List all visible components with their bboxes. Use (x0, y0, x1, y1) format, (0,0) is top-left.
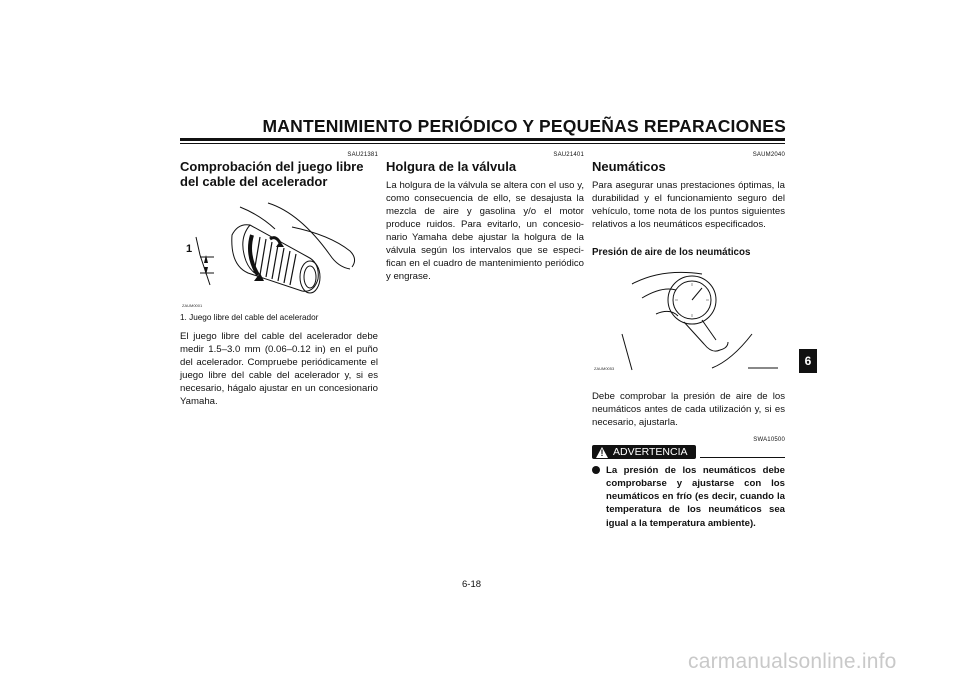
throttle-grip-illustration (180, 195, 378, 311)
warning-label: ADVERTENCIA (613, 446, 688, 459)
header-rule-thin (180, 143, 785, 144)
page-number: 6-18 (462, 579, 482, 590)
warning-bullet (592, 464, 785, 529)
section-heading: Comprobación del juego libre del cable del acelerador (180, 159, 364, 189)
figure-callout-1: 1 (186, 243, 193, 255)
column-tires (592, 152, 785, 530)
watermark-text: carmanualsonline.info (688, 650, 897, 673)
warning-badge (592, 445, 696, 459)
chapter-tab: 6 (799, 349, 817, 373)
warning-triangle-icon: ! (596, 447, 608, 458)
section-code: SAUM2040 (752, 152, 785, 158)
section-body: Para asegurar unas prestaciones óptimas, la durabilidad y el funcionamiento seguro del vehículo, tome nota de los puntos siguientes relativos a los neumáticos especificados. (592, 179, 785, 230)
column-valve (386, 152, 584, 283)
warning-code: SWA10500 (753, 437, 785, 444)
header-rule-thick (180, 138, 785, 141)
section-code: SAU21401 (553, 152, 584, 158)
bullet-icon (592, 466, 600, 474)
section-body: El juego libre del cable del acelerador debe medir 1.5–3.0 mm (0.06–0.12 in) en el puño del acelerador. Compruebe periódicamente el juego libre del cable del acelerador y, si es necesario, hágalo ajustar en un concesionario Yamaha. (180, 331, 378, 408)
tire-gauge-illustration (592, 264, 785, 380)
section-body: La holgura de la válvula se altera con el uso y, como consecuencia de ello, se desajusta la mezcla de aire y gasolina y/o el motor produce ruidos. Para evitarlo, un concesionario Yamaha debe ajustar la holgura de la válvula según los intervalos que se especifican en el cuadro de mantenimiento periódico y engrase. (386, 179, 584, 283)
column-throttle (180, 152, 378, 409)
page-header-title: MANTENIMIENTO PERIÓDICO Y PEQUEÑAS REPARACIONES (262, 116, 786, 136)
warning-header (592, 445, 785, 459)
section-heading: Neumáticos (592, 159, 666, 174)
section-heading: Holgura de la válvula (386, 159, 517, 174)
subsection-heading: Presión de aire de los neumáticos (592, 246, 751, 258)
section-code: SAU21381 (347, 152, 378, 158)
section-body-2: Debe comprobar la presión de aire de los neumáticos antes de cada utilización y, si es necesario, ajustarla. (592, 390, 785, 429)
warning-rule (700, 457, 786, 458)
warning-text: La presión de los neumáticos debe comprobarse y ajustarse con los neumáticos en frío (es decir, cuando la temperatura de los neumáticos sea igual a la temperatura ambiente). (606, 465, 785, 529)
throttle-figure (180, 195, 378, 311)
figure-code: ZAUM0053 (594, 365, 615, 371)
tire-gauge-figure (592, 264, 785, 380)
figure-caption: 1. Juego libre del cable del acelerador (180, 313, 319, 322)
figure-code: ZAUM0001 (182, 303, 203, 308)
